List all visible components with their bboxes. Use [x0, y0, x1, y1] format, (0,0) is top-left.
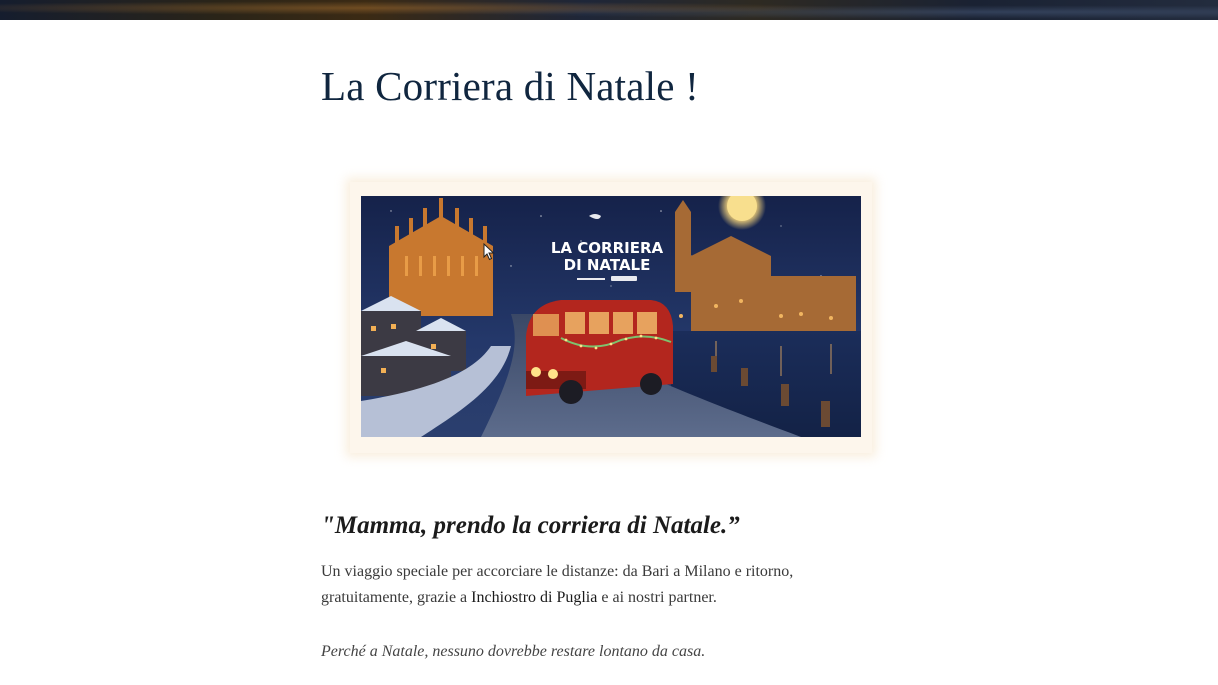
mouse-cursor-icon	[483, 243, 495, 261]
description-text-part1: Un viaggio speciale per accorciare le distanze: da Bari a Milano e ritorno, gratuitamente, grazie a	[321, 563, 794, 606]
article-description	[321, 559, 881, 611]
hero-illustration	[361, 196, 861, 437]
poster-title-line2: DI NATALE	[563, 256, 651, 274]
hero-image-frame	[350, 182, 872, 453]
article-quote: "Mamma, prendo la corriera di Natale.”	[321, 512, 740, 539]
page-title: La Corriera di Natale !	[321, 63, 699, 109]
closing-line: Perché a Natale, nessuno dovrebbe restare lontano da casa.	[321, 643, 706, 660]
partner-name: Inchiostro di Puglia	[471, 589, 598, 606]
top-banner-image	[0, 0, 1218, 20]
description-text-part2: e ai nostri partner.	[597, 589, 717, 606]
poster-title-line1: LA CORRIERA	[550, 239, 664, 257]
